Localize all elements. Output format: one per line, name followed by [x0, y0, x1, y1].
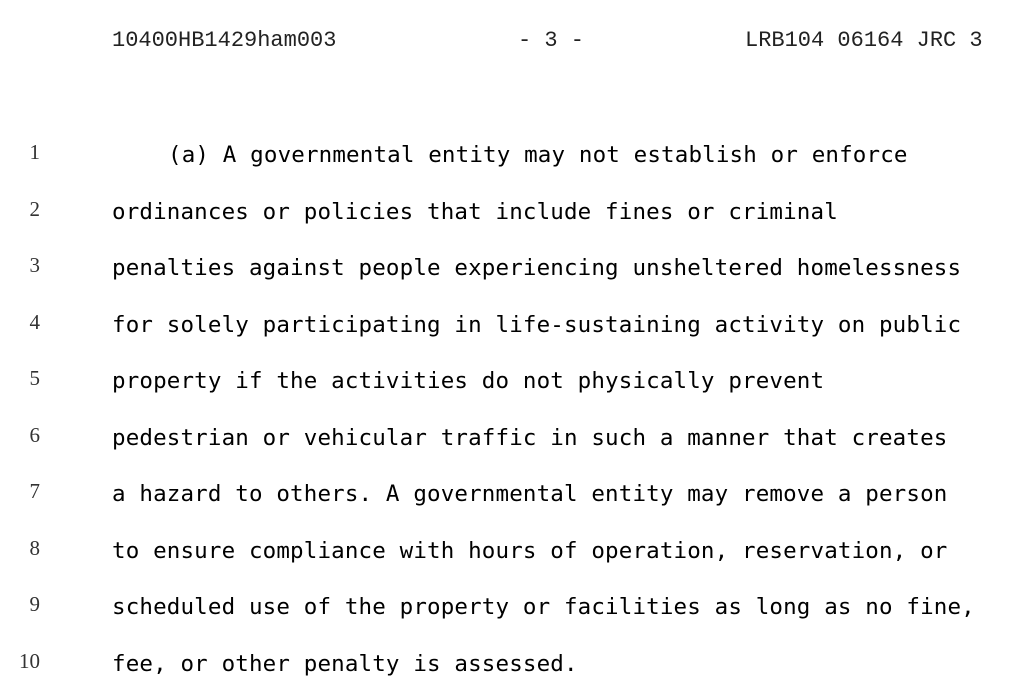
text-line: [0, 469, 1024, 526]
line-text: ordinances or policies that include fines or criminal: [112, 198, 838, 225]
line-text: pedestrian or vehicular traffic in such a manner that creates: [112, 424, 948, 451]
lrb-identifier: LRB104 06164 JRC 3: [745, 28, 983, 53]
text-line: [0, 582, 1024, 639]
line-number: 8: [29, 535, 40, 560]
text-line: [0, 639, 1024, 696]
text-line: [0, 413, 1024, 470]
line-text: penalties against people experiencing unsheltered homelessness: [112, 255, 962, 281]
line-number: 3: [29, 253, 40, 277]
text-line: [0, 526, 1024, 583]
line-text: for solely participating in life-sustaining activity on public: [112, 311, 962, 338]
line-number: 7: [29, 479, 40, 503]
line-text: property if the activities do not physically prevent: [112, 368, 825, 394]
bill-identifier: 10400HB1429ham003: [112, 28, 337, 53]
line-number: 1: [29, 140, 40, 164]
line-number: 9: [29, 592, 40, 616]
line-text: fee, or other penalty is assessed.: [112, 650, 578, 677]
line-number: 4: [29, 309, 40, 334]
page-header: [0, 28, 1024, 58]
text-line: [0, 300, 1024, 357]
text-line: [0, 187, 1024, 244]
line-text: scheduled use of the property or facilities as long as no fine,: [112, 594, 975, 620]
text-line: [0, 130, 1024, 187]
page-number: - 3 -: [518, 28, 585, 53]
line-number: 2: [29, 196, 40, 221]
line-number: 10: [19, 648, 40, 673]
line-number: 5: [29, 366, 40, 390]
bill-text: [0, 130, 1024, 695]
line-text: to ensure compliance with hours of operation, reservation, or: [112, 537, 948, 564]
line-text: a hazard to others. A governmental entity may remove a person: [112, 481, 948, 507]
line-number: 6: [29, 422, 40, 447]
line-text: (a) A governmental entity may not establish or enforce: [168, 142, 908, 168]
text-line: [0, 356, 1024, 413]
text-line: [0, 243, 1024, 300]
